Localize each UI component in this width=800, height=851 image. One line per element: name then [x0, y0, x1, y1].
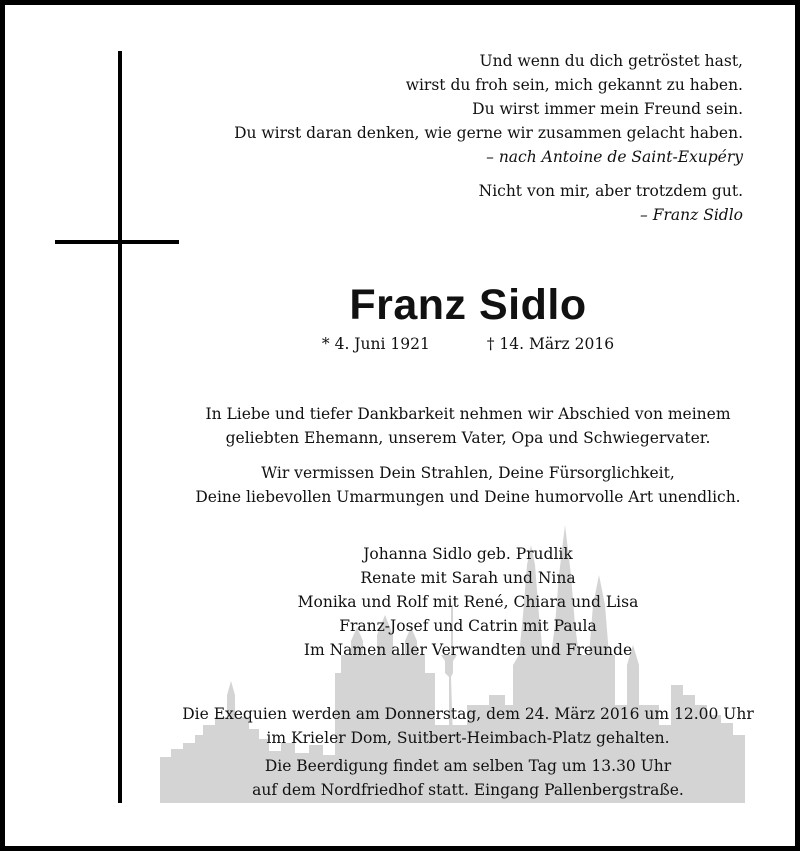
mourner-line: Johanna Sidlo geb. Prudlik — [363, 545, 573, 563]
quote-line: Du wirst daran denken, wie gerne wir zusammen gelacht haben. — [234, 124, 743, 142]
farewell-line: In Liebe und tiefer Dankbarkeit nehmen wir Abschied von meinem — [205, 405, 731, 423]
mourner-line: Monika und Rolf mit René, Chiara und Lisa — [297, 593, 639, 611]
burial-line: Die Beerdigung findet am selben Tag um 13.30 Uhr — [264, 757, 672, 775]
burial-line: auf dem Nordfriedhof statt. Eingang Pallenbergstraße. — [252, 781, 684, 799]
mourners-list — [170, 542, 766, 662]
farewell-line: geliebten Ehemann, unserem Vater, Opa und Schwiegervater. — [225, 429, 711, 447]
service-details — [170, 702, 766, 802]
quote-line: Und wenn du dich getröstet hast, — [479, 52, 743, 70]
cross-icon — [118, 51, 122, 803]
death-date: † 14. März 2016 — [486, 335, 615, 353]
quote-attribution: – nach Antoine de Saint-Exupéry — [486, 148, 743, 166]
birth-date: * 4. Juni 1921 — [321, 335, 430, 353]
quote-block — [183, 49, 743, 227]
service-line: Die Exequien werden am Donnerstag, dem 24. März 2016 um 12.00 Uhr — [182, 705, 754, 723]
quote-line: Du wirst immer mein Freund sein. — [472, 100, 743, 118]
farewell-line: Deine liebevollen Umarmungen und Deine humorvolle Art unendlich. — [195, 488, 741, 506]
quote-attribution-2: – Franz Sidlo — [640, 206, 743, 224]
quote-line: wirst du froh sein, mich gekannt zu haben. — [405, 76, 743, 94]
farewell-text — [170, 402, 766, 509]
cross-crossbar — [55, 240, 179, 244]
deceased-name: Franz Sidlo — [349, 281, 587, 329]
mourner-line: Franz-Josef und Catrin mit Paula — [339, 617, 597, 635]
service-line: im Krieler Dom, Suitbert-Heimbach-Platz gehalten. — [266, 729, 670, 747]
farewell-line: Wir vermissen Dein Strahlen, Deine Fürsorglichkeit, — [261, 464, 675, 482]
mourner-line: Im Namen aller Verwandten und Freunde — [303, 641, 633, 659]
quote-line-2: Nicht von mir, aber trotzdem gut. — [478, 182, 743, 200]
mourner-line: Renate mit Sarah und Nina — [360, 569, 576, 587]
life-dates — [170, 333, 766, 355]
